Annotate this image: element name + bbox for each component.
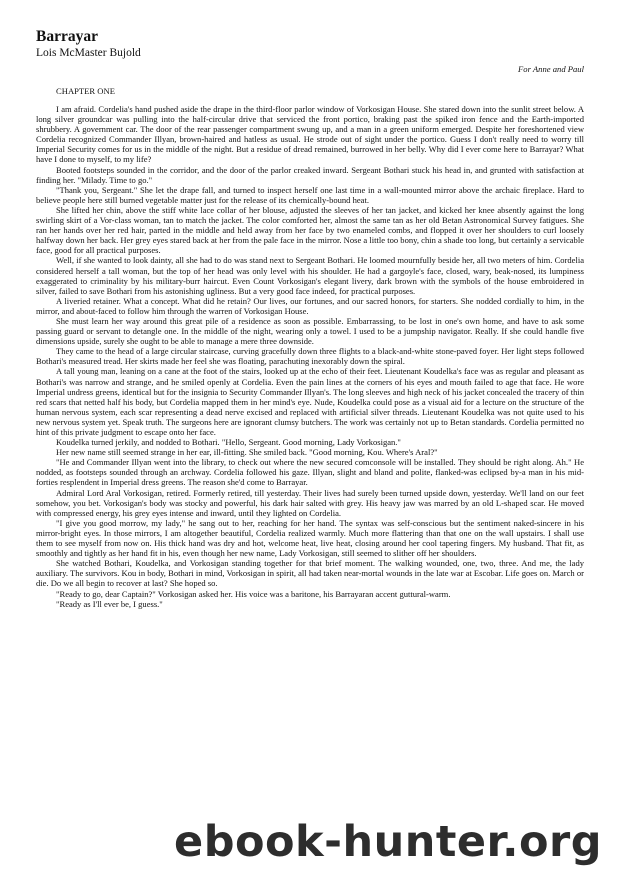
paragraph: "Thank you, Sergeant." She let the drape fall, and turned to inspect herself one last time in a wall-mounted mirror above the archaic fireplace. Hard to believe people here still burned vegetable matter just for the release of its chemically-bound heat. — [36, 184, 584, 205]
book-title: Barrayar — [36, 28, 98, 45]
paragraph: They came to the head of a large circular staircase, curving gracefully down three flights to a black-and-white stone-paved foyer. Her light steps followed Bothari's measured tread. Her skirts made her feel she was floating, parachuting inexorably down the spiral. — [36, 346, 584, 367]
paragraph: "He and Commander Illyan went into the library, to check out where the new secured comconsole will be installed. They should be right along. Ah." He nodded, as footsteps sounded through an archway. Cordelia followed his gaze. Illyan, slight and bland and polite, flanked-was eclipsed by-a man in his mid-forties resplendent in Imperial dress greens. The reason she'd come to Barrayar. — [36, 457, 584, 488]
paragraph: She watched Bothari, Koudelka, and Vorkosigan standing together for that brief moment. The walking wounded, one, two, three. And me, the lady auxiliary. The survivors. Kou in body, Bothari in mind, Vorkosigan in spirit, all had taken near-mortal wounds in the late war at Escobar. Life goes on. March or die. Do we all begin to recover at last? She hoped so. — [36, 558, 584, 589]
paragraph: I am afraid. Cordelia's hand pushed aside the drape in the third-floor parlor window of Vorkosigan House. She stared down into the sunlit street below. A long silver groundcar was pulling into the half-circular drive that serviced the front portico, braking past the spiked iron fence and the Earth-imported shrubbery. A government car. The door of the rear passenger compartment swung up, and a man in a green uniform emerged. Despite her foreshortened view Cordelia recognized Commander Illyan, brown-haired and hatless as usual. He strode out of sight under the portico. Guess I don't really need to worry till Imperial Security comes for us in the middle of the night. But a residue of dread remained, burrowed in her belly. Why did I ever come here to Barrayar? What have I done to myself, to my life? — [36, 104, 584, 165]
paragraph: "Ready as I'll ever be, I guess." — [56, 598, 163, 609]
watermark: ebook-hunter.org — [174, 817, 602, 867]
paragraph: She must learn her way around this great pile of a residence as soon as possible. Embarrassing, to be lost in one's own home, and have to ask some passing guard or servant to detangle one. In the middle of the night, wearing only a towel. I used to be a jumpship navigator. Really. If she could handle five dimensions upside, surely she ought to be able to manage a mere three downside. — [36, 315, 584, 347]
paragraph: "I give you good morrow, my lady," he sang out to her, reaching for her hand. The syntax was self-conscious but the sentiment naked-sincere in his mirror-bright eyes. In those mirrors, I am altogether beautiful, Cordelia realized warmly. Much more flattering than that one on the wall upstairs. I shall use them to see myself from now on. His thick hand was dry and hot, welcome heat, live heat, closing around her cool tapering fingers. My husband. That fit, as smoothly and tightly as her hand fit in his, even though her new name, Lady Vorkosigan, still seemed to slither off her shoulders. — [36, 517, 584, 559]
book-author: Lois McMaster Bujold — [36, 47, 141, 59]
book-page — [36, 28, 584, 609]
chapter-heading: CHAPTER ONE — [56, 86, 115, 96]
paragraph: Her new name still seemed strange in her ear, ill-fitting. She smiled back. "Good morning, Kou. Where's Aral?" — [56, 447, 438, 458]
paragraph: A liveried retainer. What a concept. What did he retain? Our lives, our fortunes, and our sacred honors, for starters. She nodded cordially to him, in the mirror, and about-faced to follow him through the warren of Vorkosigan House. — [36, 295, 584, 316]
paragraph: Booted footsteps sounded in the corridor, and the door of the parlor creaked inward. Sergeant Bothari stuck his head in, and grunted with satisfaction at finding her. "Milady. Time to go." — [36, 164, 584, 185]
paragraph: She lifted her chin, above the stiff white lace collar of her blouse, adjusted the sleeves of her tan jacket, and kicked her knee absently against the long swirling skirt of a Vor-class woman, tan to match the jacket. The color comforted her, almost the same tan as her old Betan Astronomical Survey fatigues. She ran her hands over her red hair, parted in the middle and held away from her face by two enameled combs, and flopped it over her shoulders to curl loosely halfway down her back. Her grey eyes stared back at her from the pale face in the mirror. Nose a little too bony, chin a shade too long, but certainly a servicable face, good for all practical purposes. — [36, 204, 584, 256]
paragraph: "Ready to go, dear Captain?" Vorkosigan asked her. His voice was a baritone, his Barrayaran accent guttural-warm. — [56, 588, 451, 599]
dedication: For Anne and Paul — [518, 64, 584, 74]
paragraph: A tall young man, leaning on a cane at the foot of the stairs, looked up at the echo of their feet. Lieutenant Koudelka's face was as regular and pleasant as Bothari's was narrow and strange, and he smiled openly at Cordelia. Even the pain lines at the corners of his eyes and mouth failed to age that face. He wore Imperial undress greens, identical but for the insignia to Security Commander Illyan's. The long sleeves and high neck of his jacket concealed the tracery of thin red scars that netted half his body, but Cordelia mapped them in her mind's eye. Nude, Koudelka could pose as a visual aid for a lecture on the structure of the human nervous system, each scar representing a dead nerve excised and replaced with artificial silver threads. Lieutenant Koudelka was not quite used to his new nervous system yet. Speak truth. The surgeons here are ignorant clumsy butchers. The work was certainly not up to Betan standards. Cordelia permitted no hint of this private judgment to escape onto her face. — [36, 366, 584, 437]
paragraph: Well, if she wanted to look dainty, all she had to do was stand next to Sergeant Bothari. He loomed mournfully beside her, all two meters of him. Cordelia considered herself a tall woman, but the top of her head was only level with his shoulder. He had a gargoyle's face, closed, wary, beak-nosed, its lumpiness exaggerated to criminality by his military-burr haircut. Even Count Vorkosigan's elegant livery, dark brown with the symbols of the house embroidered in silver, failed to save Bothari from his astonishing ugliness. But a very good face indeed, for practical purposes. — [36, 255, 584, 296]
chapter-body — [36, 104, 584, 609]
paragraph: Admiral Lord Aral Vorkosigan, retired. Formerly retired, till yesterday. Their lives had surely been turned upside down, yesterday. We'll land on our feet somehow, you bet. Vorkosigan's body was stocky and powerful, his dark hair salted with grey. His heavy jaw was marred by an old L-shaped scar. He moved with compressed energy, his grey eyes intense and inward, until they lighted on Cordelia. — [36, 487, 584, 518]
paragraph: Koudelka turned jerkily, and nodded to Bothari. "Hello, Sergeant. Good morning, Lady Vorkosigan." — [56, 437, 401, 448]
